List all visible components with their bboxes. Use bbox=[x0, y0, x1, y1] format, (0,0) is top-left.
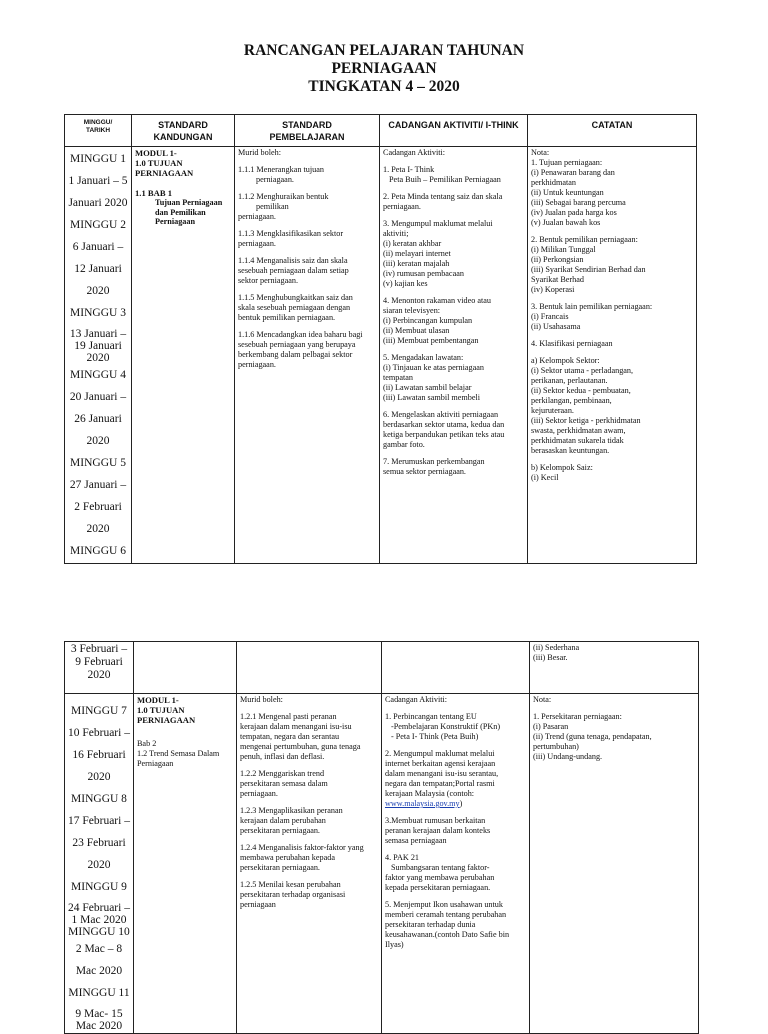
text-line: persekitaran terhadap dunia bbox=[384, 920, 476, 929]
text-line: Nota: bbox=[532, 695, 552, 704]
text-line: kejuruteraan. bbox=[531, 406, 574, 415]
text-line: Cadangan Aktiviti: bbox=[383, 148, 446, 157]
text-line: perkilangan, pembinaan, bbox=[531, 396, 612, 405]
text-line: 1. Peta I- Think bbox=[383, 165, 435, 174]
text-line: (ii) Trend (guna tenaga, pendapatan, bbox=[532, 732, 652, 741]
text-line: 3. Bentuk lain pemilikan perniagaan: bbox=[531, 302, 653, 311]
text-line: (iii) Undang-undang. bbox=[532, 752, 603, 761]
week-date-cell bbox=[65, 694, 134, 1034]
text-line: perniagaan. bbox=[383, 202, 421, 211]
bab-title: 1.1 BAB 1 bbox=[135, 188, 173, 198]
text-line: (ii) Untuk keuntungan bbox=[531, 188, 604, 197]
text-line: Nota: bbox=[531, 148, 550, 157]
date-range: 19 Januari bbox=[74, 340, 122, 352]
lesson-plan-table-2 bbox=[64, 641, 699, 1034]
text-line: 1.2.1 Mengenal pasti peranan bbox=[239, 712, 337, 721]
text-line: membawa perubahan kepada bbox=[239, 853, 335, 862]
text-line: 1.2.4 Menganalisis faktor-faktor yang bbox=[239, 843, 364, 852]
date-range: 1 Mac 2020 bbox=[71, 914, 127, 926]
week-label: MINGGU 1 bbox=[70, 153, 126, 165]
text-line: (ii) Perkongsian bbox=[531, 255, 584, 264]
text-line: perikanan, perlautanan. bbox=[531, 376, 608, 385]
text-line: perniagaan. bbox=[256, 175, 294, 184]
text-line: semua sektor perniagaan. bbox=[383, 467, 466, 476]
standard-kandungan-cell bbox=[132, 147, 235, 564]
text-line: kerajaan Malaysia (contoh: bbox=[384, 789, 475, 798]
text-line: 3. Mengumpul maklumat melalui bbox=[383, 219, 493, 228]
text-line: 1.1.4 Menganalisis saiz dan skala bbox=[238, 256, 348, 265]
cadangan-aktiviti-cell bbox=[380, 147, 528, 564]
text-line: 1. Tujuan perniagaan: bbox=[531, 158, 603, 167]
text-line: 4. PAK 21 bbox=[384, 853, 420, 862]
text-line: 1.1.5 Menghubungkaitkan saiz dan bbox=[238, 293, 353, 302]
date-range: 24 Februari – bbox=[68, 902, 130, 914]
text-line: 1.2.2 Menggariskan trend bbox=[239, 769, 325, 778]
week-label: MINGGU 9 bbox=[71, 881, 127, 893]
week-label: MINGGU 2 bbox=[70, 219, 126, 231]
table-row bbox=[65, 642, 699, 694]
week-label: MINGGU 7 bbox=[71, 705, 127, 717]
date-range: 2020 bbox=[86, 435, 110, 447]
date-range: 13 Januari – bbox=[69, 328, 127, 340]
text-line: (iii) Sebagai barang percuma bbox=[531, 198, 626, 207]
text-line: (i) Pasaran bbox=[532, 722, 569, 731]
header-sp-2: PEMBELAJARAN bbox=[269, 132, 345, 142]
text-line: Syarikat Berhad bbox=[531, 275, 584, 284]
text-line: pertumbuhan) bbox=[532, 742, 579, 751]
header-sp-1: STANDARD bbox=[282, 120, 332, 130]
date-range: 27 Januari – bbox=[69, 479, 127, 491]
text-line: aktiviti; bbox=[383, 229, 409, 238]
date-range: 6 Januari – bbox=[72, 241, 124, 253]
text-line: (ii) Usahasama bbox=[531, 322, 581, 331]
bab-subtitle: Perniagaan bbox=[155, 217, 196, 227]
date-range: 2020 bbox=[87, 771, 111, 783]
table-row bbox=[65, 147, 697, 564]
text-line: (ii) Sektor kedua - pembuatan, bbox=[531, 386, 631, 395]
text-line: tempatan bbox=[383, 373, 414, 382]
text-line: (iii) Membuat pembentangan bbox=[383, 336, 479, 345]
bab-title: Bab 2 bbox=[136, 739, 157, 748]
header-minggu: MINGGU/ bbox=[83, 119, 113, 126]
text-line: perkhidmatan bbox=[531, 178, 577, 187]
bab-subtitle: dan Pemilikan bbox=[155, 207, 206, 217]
date-range: 26 Januari bbox=[74, 413, 122, 425]
bab-title: Perniagaan bbox=[136, 759, 174, 768]
date-range: 1 Januari – 5 bbox=[68, 175, 128, 187]
date-range: 2020 bbox=[86, 352, 110, 364]
header-catatan: CATATAN bbox=[528, 115, 697, 147]
text-line: 2. Bentuk pemilikan perniagaan: bbox=[531, 235, 638, 244]
text-line: (i) Sektor utama - perladangan, bbox=[531, 366, 634, 375]
text-line: (i) Penawaran barang dan bbox=[531, 168, 615, 177]
cadangan-aktiviti-cell bbox=[381, 694, 529, 1034]
header-sk-1: STANDARD bbox=[158, 120, 208, 130]
header-cadangan-aktiviti: CADANGAN AKTIVITI/ I-THINK bbox=[380, 115, 528, 147]
date-range: 9 Februari bbox=[75, 656, 123, 668]
text-line: (iii) Sektor ketiga - perkhidmatan bbox=[531, 416, 641, 425]
week-label: MINGGU 5 bbox=[70, 457, 126, 469]
date-range: 12 Januari bbox=[74, 263, 122, 275]
title-line-2: PERNIAGAAN bbox=[331, 60, 437, 77]
text-line: negara dan tempatan;Portal rasmi bbox=[384, 779, 495, 788]
text-line: (iv) Koperasi bbox=[531, 285, 575, 294]
standard-pembelajaran-cell bbox=[235, 147, 380, 564]
text-line: perniagaan. bbox=[238, 239, 276, 248]
text-line: (iv) rumusan pembacaan bbox=[383, 269, 464, 278]
text-line: 2. Peta Minda tentang saiz dan skala bbox=[383, 192, 503, 201]
text-line: (ii) Sederhana bbox=[532, 643, 580, 652]
modul-title: PERNIAGAAN bbox=[136, 715, 196, 725]
text-line: (i) Francais bbox=[531, 312, 569, 321]
text-line: b) Kelompok Saiz: bbox=[531, 463, 593, 472]
text-line: semasa perniagaan bbox=[384, 836, 447, 845]
text-line: a) Kelompok Sektor: bbox=[531, 356, 600, 365]
standard-kandungan-cell bbox=[133, 694, 236, 1034]
date-range: 2020 bbox=[86, 523, 110, 535]
week-label: MINGGU 3 bbox=[70, 307, 126, 319]
text-line: 1. Perbincangan tentang EU bbox=[384, 712, 477, 721]
text-line: Sumbangsaran tentang faktor- bbox=[390, 863, 490, 872]
text-line: Cadangan Aktiviti: bbox=[384, 695, 448, 704]
text-line: -Pembelajaran Konstruktif (PKn) bbox=[390, 722, 501, 731]
date-range: Mac 2020 bbox=[75, 1020, 123, 1032]
modul-title: MODUL 1- bbox=[136, 695, 179, 705]
header-sk-2: KANDUNGAN bbox=[153, 132, 213, 142]
week-label: MINGGU 8 bbox=[71, 793, 127, 805]
text-line: 1.1.3 Mengklasifikasikan sektor bbox=[238, 229, 344, 238]
text-line: kepada persekitaran perniagaan. bbox=[384, 883, 491, 892]
text-line: 5. Mengadakan lawatan: bbox=[383, 353, 464, 362]
cadangan-aktiviti-cell bbox=[381, 642, 529, 694]
text-line: peranan kerajaan dalam konteks bbox=[384, 826, 491, 835]
text-line: memberi ceramah tentang perubahan bbox=[384, 910, 507, 919]
text-line: kerajaan dalam menangani isu-isu bbox=[239, 722, 352, 731]
title-line-3: TINGKATAN 4 – 2020 bbox=[308, 78, 460, 95]
text-line: - Peta I- Think (Peta Buih) bbox=[390, 732, 479, 741]
standard-pembelajaran-cell bbox=[236, 642, 381, 694]
text-line: pemilikan bbox=[256, 202, 289, 211]
closing-paren: ) bbox=[459, 799, 463, 808]
text-line: internet berkaitan agensi kerajaan bbox=[384, 759, 496, 768]
text-line: perniagaan bbox=[239, 900, 276, 909]
date-range: Mac 2020 bbox=[75, 965, 123, 977]
date-range: 3 Februari – bbox=[70, 643, 128, 655]
header-row bbox=[65, 115, 697, 147]
text-line: persekitaran perniagaan. bbox=[239, 863, 320, 872]
text-line: Peta Buih – Pemilikan Perniagaan bbox=[389, 175, 501, 184]
text-line: 1.1.1 Menerangkan tujuan bbox=[238, 165, 324, 174]
text-line: 4. Menonton rakaman video atau bbox=[383, 296, 491, 305]
date-range: 2020 bbox=[87, 859, 111, 871]
text-line: (ii) Membuat ulasan bbox=[383, 326, 450, 335]
text-line: sesebuah perniagaan dalam setiap bbox=[238, 266, 349, 275]
text-line: berdasarkan sektor utama, kedua dan bbox=[383, 420, 505, 429]
date-range: 17 Februari – bbox=[68, 815, 130, 827]
text-line: 1.1.2 Menghuraikan bentuk bbox=[238, 192, 329, 201]
text-line: berasaskan keuntungan. bbox=[531, 446, 610, 455]
modul-title: 1.0 TUJUAN bbox=[135, 158, 183, 168]
date-range: 2 Februari bbox=[74, 501, 122, 513]
text-line: (i) Kecil bbox=[531, 473, 559, 482]
malaysia-gov-link[interactable]: www.malaysia.gov.my bbox=[384, 799, 460, 808]
text-line: perniagaan. bbox=[238, 360, 276, 369]
standard-pembelajaran-cell bbox=[236, 694, 381, 1034]
text-line: 2. Mengumpul maklumat melalui bbox=[384, 749, 495, 758]
bab-title: 1.2 Trend Semasa Dalam bbox=[136, 749, 220, 758]
text-line: bentuk pemilikan perniagaan. bbox=[238, 313, 336, 322]
text-line: mengenai pertumbuhan, guna tenaga bbox=[239, 742, 361, 751]
text-line: dalam menangani isu-isu serantau, bbox=[384, 769, 499, 778]
text-line: faktor yang membawa perubahan bbox=[384, 873, 495, 882]
date-range: 16 Februari bbox=[72, 749, 126, 761]
text-line: (i) Tinjauan ke atas perniagaan bbox=[383, 363, 484, 372]
document-title bbox=[0, 42, 768, 96]
text-line: 6. Mengelaskan aktiviti perniagaan bbox=[383, 410, 499, 419]
date-range: 2020 bbox=[86, 285, 110, 297]
date-range: 20 Januari – bbox=[69, 391, 127, 403]
text-line: keusahawanan.(contoh Dato Safie bin bbox=[384, 930, 510, 939]
header-standard-kandungan bbox=[132, 115, 235, 147]
text-line: tempatan, negara dan serantau bbox=[239, 732, 340, 741]
text-line: (ii) Lawatan sambil belajar bbox=[383, 383, 472, 392]
text-line: (i) Perbincangan kumpulan bbox=[383, 316, 473, 325]
date-range: Januari 2020 bbox=[68, 197, 128, 209]
modul-title: MODUL 1- bbox=[135, 148, 177, 158]
catatan-cell bbox=[529, 642, 698, 694]
text-line bbox=[385, 799, 526, 809]
modul-title: 1.0 TUJUAN bbox=[136, 705, 185, 715]
week-label: MINGGU 11 bbox=[68, 987, 130, 999]
date-range: 2 Mac – 8 bbox=[75, 943, 123, 955]
text-line: 1. Persekitaran perniagaan: bbox=[532, 712, 622, 721]
text-line: penuh, inflasi dan deflasi. bbox=[239, 752, 325, 761]
week-date-cell bbox=[65, 642, 134, 694]
text-line: (v) Jualan bawah kos bbox=[531, 218, 601, 227]
text-line: Ilyas) bbox=[384, 940, 404, 949]
text-line: 1.2.5 Menilai kesan perubahan bbox=[239, 880, 341, 889]
text-line: (ii) melayari internet bbox=[383, 249, 451, 258]
text-line: kerajaan dalam perubahan bbox=[239, 816, 326, 825]
text-line: Murid boleh: bbox=[238, 148, 281, 157]
catatan-cell bbox=[528, 147, 697, 564]
standard-kandungan-cell bbox=[133, 642, 236, 694]
week-label: MINGGU 4 bbox=[70, 369, 126, 381]
modul-title: PERNIAGAAN bbox=[135, 168, 194, 178]
text-line: (iii) keratan majalah bbox=[383, 259, 450, 268]
text-line: (i) Milikan Tunggal bbox=[531, 245, 596, 254]
header-tarikh: TARIKH bbox=[85, 127, 111, 134]
text-line: ketiga berpandukan petikan teks atau bbox=[383, 430, 505, 439]
text-line: perniagaan. bbox=[239, 789, 278, 798]
text-line: siaran televisyen: bbox=[383, 306, 441, 315]
text-line: persekitaran terhadap organisasi bbox=[239, 890, 346, 899]
text-line: Murid boleh: bbox=[239, 695, 283, 704]
table-row bbox=[65, 694, 699, 1034]
week-date-cell bbox=[65, 147, 132, 564]
text-line: (iii) Besar. bbox=[532, 653, 568, 662]
date-range: 9 Mac- 15 bbox=[75, 1008, 123, 1020]
text-line: 4. Klasifikasi perniagaan bbox=[531, 339, 613, 348]
text-line: 1.1.6 Mencadangkan idea baharu bagi bbox=[238, 330, 363, 339]
text-line: gambar foto. bbox=[383, 440, 425, 449]
lesson-plan-table-1 bbox=[64, 114, 697, 564]
week-label: MINGGU 6 bbox=[70, 545, 126, 557]
text-line: persekitaran perniagaan. bbox=[239, 826, 320, 835]
text-line: sesebuah perniagaan yang berupaya bbox=[238, 340, 356, 349]
header-minggu-tarikh bbox=[65, 115, 132, 147]
text-line: 1.2.3 Mengaplikasikan peranan bbox=[239, 806, 343, 815]
date-range: 23 Februari bbox=[72, 837, 126, 849]
text-line: (i) keratan akhbar bbox=[383, 239, 442, 248]
text-line: berkembang dalam pelbagai sektor bbox=[238, 350, 353, 359]
text-line: sektor perniagaan. bbox=[238, 276, 299, 285]
date-range: 10 Februari – bbox=[68, 727, 130, 739]
text-line: persekitaran semasa dalam bbox=[239, 779, 328, 788]
text-line: (iii) Syarikat Sendirian Berhad dan bbox=[531, 265, 646, 274]
text-line: (iii) Lawatan sambil membeli bbox=[383, 393, 481, 402]
text-line: 5. Menjemput Ikon usahawan untuk bbox=[384, 900, 503, 909]
title-line-1: RANCANGAN PELAJARAN TAHUNAN bbox=[243, 42, 525, 59]
text-line: (iv) Jualan pada harga kos bbox=[531, 208, 617, 217]
text-line: skala sesebuah perniagaan dengan bbox=[238, 303, 351, 312]
header-standard-pembelajaran bbox=[235, 115, 380, 147]
bab-subtitle: Tujuan Perniagaan bbox=[155, 198, 223, 207]
text-line: swasta, perkhidmatan awam, bbox=[531, 426, 626, 435]
catatan-cell bbox=[529, 694, 698, 1034]
text-line: (v) kajian kes bbox=[383, 279, 428, 288]
text-line: 7. Merumuskan perkembangan bbox=[383, 457, 485, 466]
date-range: 2020 bbox=[87, 669, 111, 681]
week-label: MINGGU 10 bbox=[68, 926, 130, 938]
text-line: 3.Membuat rumusan berkaitan bbox=[384, 816, 486, 825]
text-line: perniagaan. bbox=[238, 212, 276, 221]
text-line: perkhidmatan sukarela tidak bbox=[531, 436, 624, 445]
